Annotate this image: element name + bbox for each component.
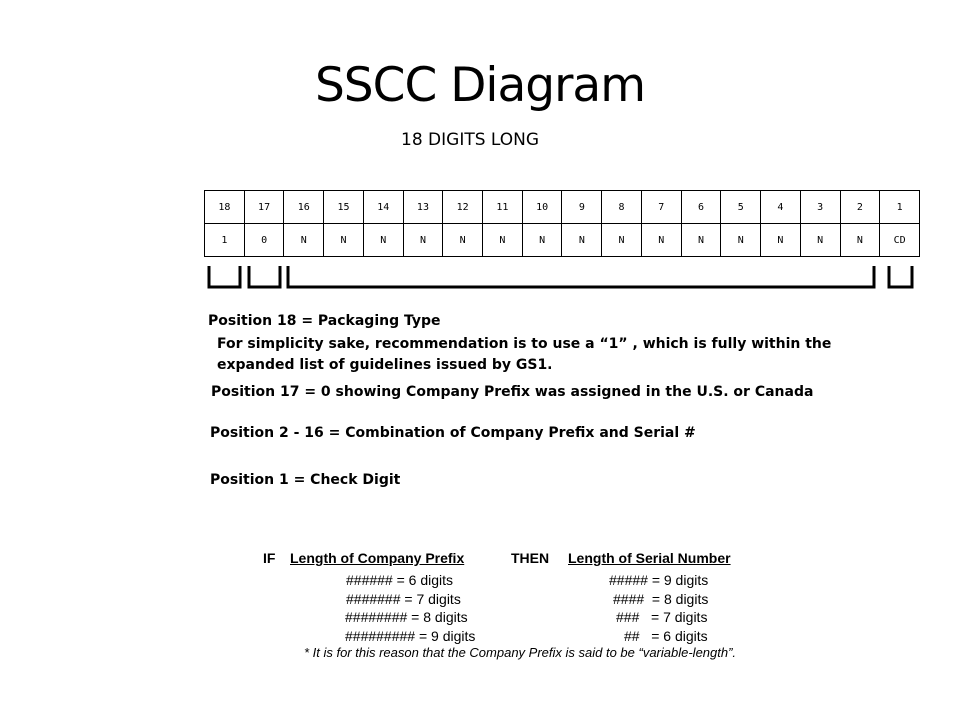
value-cell: N <box>443 224 483 257</box>
position-cell: 6 <box>681 191 721 224</box>
value-cell: N <box>641 224 681 257</box>
prefix-length-value: ######## = 8 digits <box>345 609 468 625</box>
value-cell: N <box>602 224 642 257</box>
if-label: IF <box>263 550 276 566</box>
prefix-length-header: Length of Company Prefix <box>290 550 465 566</box>
serial-length-header: Length of Serial Number <box>568 550 731 566</box>
value-cell: N <box>483 224 523 257</box>
position-cell: 7 <box>641 191 681 224</box>
position-cell: 12 <box>443 191 483 224</box>
prefix-length-value: ###### = 6 digits <box>346 572 454 588</box>
value-cell: N <box>721 224 761 257</box>
note-position-1: Position 1 = Check Digit <box>210 472 401 488</box>
position-cell: 15 <box>324 191 364 224</box>
serial-length-value: #### = 8 digits <box>613 590 709 607</box>
value-cell: 1 <box>205 224 245 257</box>
position-cell: 18 <box>205 191 245 224</box>
position-cell: 10 <box>522 191 562 224</box>
value-cell: N <box>681 224 721 257</box>
note-positions-2-16: Position 2 - 16 = Combination of Company Prefix and Serial # <box>210 425 696 441</box>
position-cell: 5 <box>721 191 761 224</box>
position-cell: 17 <box>244 191 284 224</box>
bracket-position-1 <box>889 266 912 287</box>
footnote: * It is for this reason that the Company Prefix is said to be “variable-length”. <box>303 645 737 660</box>
value-cell: N <box>403 224 443 257</box>
value-cell: CD <box>880 224 920 257</box>
serial-length-value: ##### = 9 digits <box>609 572 709 588</box>
note-position-18-description: For simplicity sake, recommendation is to use a “1” , which is fully within the expanded list of guidelines issued by GS1. <box>217 336 832 373</box>
value-cell: N <box>522 224 562 257</box>
page-subtitle: 18 DIGITS LONG <box>401 130 540 150</box>
serial-length-value: ## = 6 digits <box>624 627 708 644</box>
serial-length-value: ### = 7 digits <box>616 609 708 625</box>
then-label: THEN <box>511 550 550 566</box>
position-cell: 14 <box>363 191 403 224</box>
position-cell: 3 <box>800 191 840 224</box>
prefix-length-value: ######### = 9 digits <box>345 627 476 644</box>
page-title: SSCC Diagram <box>314 58 646 113</box>
position-cell: 9 <box>562 191 602 224</box>
value-cell: N <box>800 224 840 257</box>
value-cell: 0 <box>244 224 284 257</box>
value-cell: N <box>562 224 602 257</box>
value-cell: N <box>324 224 364 257</box>
bracket-position-18 <box>209 266 240 287</box>
value-cell: N <box>363 224 403 257</box>
note-position-17: Position 17 = 0 showing Company Prefix was assigned in the U.S. or Canada <box>211 384 814 400</box>
note-position-18-title: Position 18 = Packaging Type <box>208 313 441 329</box>
position-cell: 13 <box>403 191 443 224</box>
position-cell: 16 <box>284 191 324 224</box>
value-cell: N <box>761 224 801 257</box>
value-cell: N <box>840 224 880 257</box>
value-cell: N <box>284 224 324 257</box>
position-cell: 11 <box>483 191 523 224</box>
position-cell: 8 <box>602 191 642 224</box>
bracket-position-17 <box>249 266 280 287</box>
position-cell: 1 <box>880 191 920 224</box>
position-cell: 2 <box>840 191 880 224</box>
bracket-positions-2-16 <box>288 266 874 287</box>
prefix-length-value: ####### = 7 digits <box>346 590 461 607</box>
position-cell: 4 <box>761 191 801 224</box>
